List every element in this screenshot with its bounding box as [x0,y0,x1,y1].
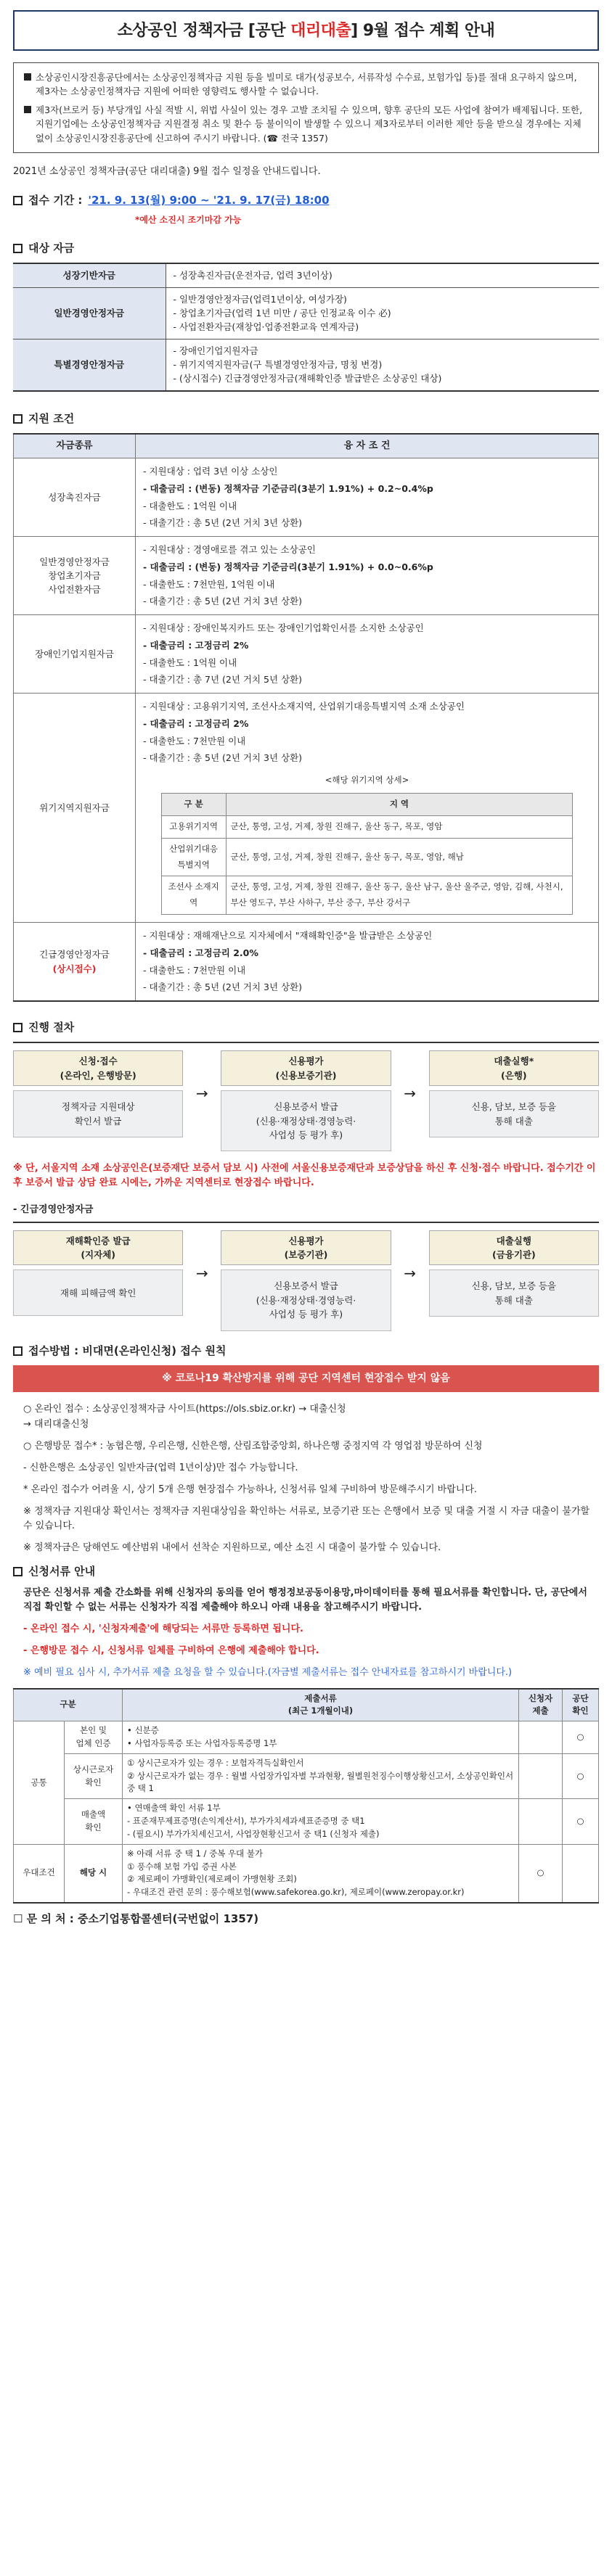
contact-info: ☐ 문 의 처 : 중소기업통합콜센터(국번없이 1357) [13,1912,259,1925]
arrow-right-icon: → [195,1264,208,1282]
arrow-right-icon: → [404,1085,417,1103]
square-bullet-icon [24,73,31,81]
covid-banner: ※ 코로나19 확산방지를 위해 공단 지역센터 현장접수 받지 않음 [13,1365,599,1393]
intro-text: 2021년 소상공인 정책자금(공단 대리대출) 9월 접수 일정을 안내드립니다. [13,165,321,177]
title-box [13,10,599,51]
table-row: 일반경영안정자금 - 일반경영안정자금(업력1년이상, 여성가장) - 창업초기자금(업력 1년 미만 / 공단 인정교육 이수 必) - 사업전환자금(재창업·업종전환교육 연계자금) [13,287,599,339]
title-highlight: 대리대출 [290,22,351,40]
checkbox-icon [13,414,23,424]
checkbox-icon [13,244,23,253]
process-flow: 신청·접수 (온라인, 은행방문) 정책자금 지원대상 확인서 발급 → 신용평가 (신용보증기관) 신용보증서 발급 (신용·재정상태·경영능력· 사업성 등 평가 후) → 대출실행* (은행) 신용, 담보, 보증 등을 통해 대출 [13,1050,599,1151]
period-section: 접수 기간 : '21. 9. 13(월) 9:00 ~ '21. 9. 17(금) 18:00 [13,192,599,209]
conditions-table: 자금종류 융 자 조 건 성장촉진자금 - 지원대상 : 업력 3년 이상 소상인 - 대출금리 : (변동) 정책자금 기준금리(3분기 1.91%) + 0.2~0.4%p - 대출한도 : 1억원 이내 - 대출기간 : 총 5년 (2년 거치 3년 상환) 일반경영안정자금 창업초기자금 사업전환자금 - 지원대상 : 경영애로를 겪고 있는 소상공인 - 대출금리 : (변동) 정책자금 기준금리(3분기 1.91%) + 0.0~0.6%p - 대출한도 : 7천만원, 1억원 이내 - 대출기간 : 총 5년 (2년 거치 3년 상환) 장애인기업지원자금 - 지원대상 : 장애인복지카드 또는 장애인기업확인서를 소지한 소상공인 - 대출금리 : 고정금리 2% - 대출한도 : 1억원 이내 - 대출기간 : 총 7년 (2년 거치 5년 상환) 위기지역지원자금 - 지원대상 : 고용위기지역, 조선사소재지역, 산업위기대응특별지역 소재 소상공인 - 대출금리 : 고정금리 2% - 대출한도 : 7천만원 이내 - 대출기간 : 총 5년 (2년 거치 3년 상환) <해당 위기지역 상세> 구 분 지 역 고용위기지역 군산, 통영, 고성, 거제, 창원 진해구, 울산 동구, 목포, 영암 산업위기대응특별지역 군산, 통영, 고성, 거제, 창원 진해구, 울산 동구, 목포, 영암, 해남 조선사 소재지역 군산, 통영, 고성, 거제, 창원 진해구, 울산 동구, 울산 남구, 울산 울주군, 영암, 김해, 사천시, 부산 영도구, 부산 사하구, 부산 중구, 부산 강서구 긴급경영안정자금 (상시접수) - 지원대상 : 재해재난으로 지자체에서 "재해확인증"을 발급받은 소상공인 - 대출금리 : 고정금리 2.0% - 대출한도 : 7천만원 이내 - 대출기간 : 총 5년 (2년 거치 3년 상환) [13,433,599,1002]
checkbox-icon [13,1346,23,1356]
table-row: 공통 본인 및 업체 인증 • 신분증 • 사업자등록증 또는 사업자등록증명 1부 ○ [14,1721,599,1754]
urgent-flow: 재해확인증 발급 (지자체) 재해 피해금액 확인 → 신용평가 (보증기관) 신용보증서 발급 (신용·재정상태·경영능력· 사업성 등 평가 후) → 대출실행 (금융기관) 신용, 담보, 보증 등을 통해 대출 [13,1230,599,1331]
checkbox-icon [13,1023,23,1032]
seoul-note: ※ 단, 서울지역 소재 소상공인은(보증재단 보증서 담보 시) 사전에 서울신용보증재단과 보증상담을 하신 후 신청·접수 바랍니다. 접수기간 이후 보증서 발급 상담 완료 시에는, 가까운 지역센터로 현장접수 바랍니다. [13,1163,596,1189]
method-heading: 접수방법 : 비대면(온라인신청) 접수 원칙 [13,1343,599,1359]
table-row: 우대조건 해당 시 ※ 아래 서류 중 택 1 / 중복 우대 불가 ① 풍수해 보험 가입 증권 사본 ② 제로페이 가맹확인(제로페이 가맹현황 조회) - 우대조건 관련 문의 : 풍수해보험(www.safekorea.go.kr), 제로페이(www.zeropay.or.kr) ○ [14,1844,599,1903]
arrow-right-icon: → [195,1085,208,1103]
table-row: 성장촉진자금 - 지원대상 : 업력 3년 이상 소상인 - 대출금리 : (변동) 정책자금 기준금리(3분기 1.91%) + 0.2~0.4%p - 대출한도 : 1억원 이내 - 대출기간 : 총 5년 (2년 거치 3년 상환) [14,458,599,537]
warning-notice [13,62,599,153]
table-row: 긴급경영안정자금 (상시접수) - 지원대상 : 재해재난으로 지자체에서 "재해확인증"을 발급받은 소상공인 - 대출금리 : 고정금리 2.0% - 대출한도 : 7천만원 이내 - 대출기간 : 총 5년 (2년 거치 3년 상환) [14,923,599,1002]
square-bullet-icon [24,106,31,113]
table-row: 장애인기업지원자금 - 지원대상 : 장애인복지카드 또는 장애인기업확인서를 소지한 소상공인 - 대출금리 : 고정금리 2% - 대출한도 : 1억원 이내 - 대출기간 : 총 7년 (2년 거치 5년 상환) [14,615,599,694]
table-row: 일반경영안정자금 창업초기자금 사업전환자금 - 지원대상 : 경영애로를 겪고 있는 소상공인 - 대출금리 : (변동) 정책자금 기준금리(3분기 1.91%) + 0.0~0.6%p - 대출한도 : 7천만원, 1억원 이내 - 대출기간 : 총 5년 (2년 거치 3년 상환) [14,537,599,615]
table-row: 매출액 확인 • 연매출액 확인 서류 1부 - 표준재무제표증명(손익계산서), 부가가치세과세표준증명 중 택1 - (필요시) 부가가치세신고서, 사업장현황신고서 중 택1 (신청자 제출) ○ [14,1799,599,1844]
region-table: 구 분 지 역 고용위기지역 군산, 통영, 고성, 거제, 창원 진해구, 울산 동구, 목포, 영암 산업위기대응특별지역 군산, 통영, 고성, 거제, 창원 진해구, 울산 동구, 목포, 영암, 해남 조선사 소재지역 군산, 통영, 고성, 거제, 창원 진해구, 울산 동구, 울산 남구, 울산 울주군, 영암, 김해, 사천시, 부산 영도구, 부산 사하구, 부산 중구, 부산 강서구 [161,793,574,915]
arrow-right-icon: → [404,1264,417,1282]
table-row: 성장기반자금 - 성장촉진자금(운전자금, 업력 3년이상) [13,263,599,287]
table-row: 위기지역지원자금 - 지원대상 : 고용위기지역, 조선사소재지역, 산업위기대응특별지역 소재 소상공인 - 대출금리 : 고정금리 2% - 대출한도 : 7천만원 이내 - 대출기간 : 총 5년 (2년 거치 3년 상환) <해당 위기지역 상세> 구 분 지 역 고용위기지역 군산, 통영, 고성, 거제, 창원 진해구, 울산 동구, 목포, 영암 산업위기대응특별지역 군산, 통영, 고성, 거제, 창원 진해구, 울산 동구, 목포, 영암, 해남 조선사 소재지역 군산, 통영, 고성, 거제, 창원 진해구, 울산 동구, 울산 남구, 울산 울주군, 영암, 김해, 사천시, 부산 영도구, 부산 사하구, 부산 중구, 부산 강서구 [14,694,599,923]
table-row: 상시근로자 확인 ① 상시근로자가 있는 경우 : 보험자격득실확인서 ② 상시근로자가 없는 경우 : 월별 사업장가입자별 부과현황, 월별원천징수이행상황신고서, 소상공인확인서 중 택 1 ○ [14,1753,599,1798]
notice-item: 제3자(브로커 등) 부당개입 사실 적발 시, 위법 사실이 있는 경우 고발 조치될 수 있으며, 향후 공단의 모든 사업에 참여가 배제됩니다. 또한, 지원기업에는 소상공인정책자금 지원결정 취소 및 환수 등 불이익이 발생할 수 있으니 제3자로부터 이러한 제안 등을 받으실 경우에는 지체 없이 소상공인시장진흥공단에 신고하여 주시기 바랍니다. (☎ 전국 1357) [24,103,588,145]
page-title: 소상공인 정책자금 [공단 대리대출] 9월 접수 계획 안내 [117,22,495,40]
table-row: 조선사 소재지역 군산, 통영, 고성, 거제, 창원 진해구, 울산 동구, 울산 남구, 울산 울주군, 영암, 김해, 사천시, 부산 영도구, 부산 사하구, 부산 중구, 부산 강서구 [161,876,573,915]
process-heading: 진행 절차 [13,1019,599,1036]
checkbox-icon [13,196,23,205]
table-row: 특별경영안정자금 - 장애인기업지원자금 - 위기지역지원자금(구 특별경영안정자금, 명칭 변경) - (상시접수) 긴급경영안정자금(재해확인증 발급받은 소상공인 대상) [13,339,599,391]
checkbox-icon [13,1567,23,1576]
table-row: 산업위기대응특별지역 군산, 통영, 고성, 거제, 창원 진해구, 울산 동구, 목포, 영암, 해남 [161,838,573,876]
notice-item: 소상공인시장진흥공단에서는 소상공인정책자금 지원 등을 빌미로 대가(성공보수, 서류작성 수수료, 보험가입 등)를 절대 요구하지 않으며, 제3자는 소상공인정책자금 지원에 어떠한 영향력도 행사할 수 없습니다. [24,70,588,99]
target-heading: 대상 자금 [13,240,599,257]
docs-heading: 신청서류 안내 [13,1563,599,1580]
target-table [13,263,599,392]
page: 소상공인 정책자금 [공단 대리대출] 9월 접수 계획 안내 소상공인시장진흥공단에서는 소상공인정책자금 지원 등을 빌미로 대가(성공보수, 서류작성 수수료, 보험가입 등)를 절대 요구하지 않으며, 제3자는 소상공인정책자금 지원에 어떠한 영향력도 행사할 수 없습니다. 제3자(브로커 등) 부당개입 사실 적발 시, 위법 사실이 있는 경우 고발 조치될 수 있으며, 향후 공단의 모든 사업에 참여가 배제됩니다. 또한, 지원기업에는 소상공인정책자금 지원결정 취소 및 환수 등 불이익이 발생할 수 있으니 제3자로부터 이러한 제안 등을 받으실 경우에는 지체 없이 소상공인시장진흥공단에 신고하여 주시기 바랍니다. (☎ 전국 1357) 2021년 소상공인 정책자금(공단 대리대출) 9월 접수 일정을 안내드립니다. 접수 기간 : '21. 9. 13(월) 9:00 ~ '21. 9. 17(금) 18:00 *예산 소진시 조기마감 가능 대상 자금 성장기반자금 - 성장촉진자금(운전자금, 업력 3년이상) 일반경영안정자금 - 일반경영안정자금(업력1년이상, 여성가장) - 창업초기자금(업력 1년 미만 / 공단 인정교육 이수 必) - 사업전환자금(재창업·업종전환교육 연계자금) 특별경영안정자금 - 장애인기업지원자금 - 위기지역지원자금(구 특별경영안정자금, 명칭 변경) - (상시접수) 긴급경영안정자금(재해확인증 발급받은 소상공인 대상) 지원 조건 자금종류 융 자 조 건 성장촉진자금 - 지원대상 : 업력 3년 이상 소상인 - 대출금리 : (변동) 정책자금 기준금리(3분기 1.91%) + 0.2~0.4%p - 대출한도 : 1억원 이내 - 대출기간 : 총 5년 (2년 거치 3년 상환) 일반경영안정자금 창업초기자금 사업전환자금 - 지원대상 : 경영애로를 겪고 있는 소상공인 - 대출금리 : (변동) 정책자금 기준금리(3분기 1.91%) + 0.0~0.6%p - 대출한도 : 7천만원, 1억원 이내 - 대출기간 : 총 5년 (2년 거치 3년 상환) 장애인기업지원자금 - 지원대상 : 장애인복지카드 또는 장애인기업확인서를 소지한 소상공인 - 대출금리 : 고정금리 2% - 대출한도 : 1억원 이내 - 대출기간 : 총 7년 (2년 거치 5년 상환) 위기지역지원자금 - 지원대상 : 고용위기지역, 조선사소재지역, 산업위기대응특별지역 소재 소상공인 - 대출금리 : 고정금리 2% - 대출한도 : 7천만원 이내 - 대출기간 : 총 5년 (2년 거치 3년 상환) <해당 위기지역 상세> 구 분 지 역 고용위기지역 군산, 통영, 고성, 거제, 창원 진해구, 울산 동구, 목포, 영암 산업위기대응특별지역 군산, 통영, 고성, 거제, 창원 진해구, 울산 동구, 목포, 영암, 해남 조선사 소재지역 군산, 통영, 고성, 거제, 창원 진해구, 울산 동구, 울산 남구, 울산 울주군, 영암, 김해, 사천시, 부산 영도구, 부산 사하구, 부산 중구, 부산 강서구 긴급경영안정자금 (상시접수) - 지원대상 : 재해재난으로 지자체에서 "재해확인증"을 발급받은 소상공인 - 대출금리 : 고정금리 2.0% - 대출한도 : 7천만원 이내 - 대출기간 : 총 5년 (2년 거치 3년 상환) 진행 절차 신청·접수 (온라인, 은행방문) 정책자금 지원대상 확인서 발급 → 신용평가 (신용보증기관) 신용보증서 발급 (신용·재정상태·경영능력· 사업성 등 평가 후) → 대출실행* (은행) 신용, 담보, 보증 등을 통해 대출 ※ 단, 서울지역 소재 소상공인은(보증재단 보증서 담보 시) 사전에 서울신용보증재단과 보증상담을 하신 후 신청·접수 바랍니다. 접수기간 이후 보증서 발급 상담 완료 시에는, 가까운 지역센터로 현장접수 바랍니다. - 긴급경영안정자금 재해확인증 발급 (지자체) 재해 피해금액 확인 → 신용평가 (보증기관) 신용보증서 발급 (신용·재정상태·경영능력· 사업성 등 평가 후) → 대출실행 (금융기관) 신용, 담보, 보증 등을 통해 대출 접수방법 : 비대면(온라인신청) 접수 원칙 ※ 코로나19 확산방지를 위해 공단 지역센터 현장접수 받지 않음 ○ 온라인 접수 : 소상공인정책자금 사이트(https://ols.sbiz.or.kr) → 대출신청 → 대리대출신청 ○ 은행방문 접수* : 농협은행, 우리은행, 신한은행, 산림조합중앙회, 하나은행 중정지역 각 영업점 방문하여 신청 - 신한은행은 소상공인 일반자금(업력 1년이상)만 접수 가능합니다. * 온라인 접수가 어려울 시, 상기 5개 은행 현장접수 가능하나, 신청서류 일체 구비하여 방문해주시기 바랍니다. ※ 정책자금 지원대상 확인서는 정책자금 지원대상임을 확인하는 서류로, 보증기관 또는 은행에서 보증 및 대출 거절 시 자금 대출이 불가할 수 있습니다. ※ 정책자금은 당해연도 예산범위 내에서 선착순 지원하므로, 예산 소진 시 대출이 불가할 수 있습니다. 신청서류 안내 공단은 신청서류 제출 간소화를 위해 신청자의 동의를 얻어 행정정보공동이용망,마이데이터를 통해 필요서류를 확인합니다. 단, 공단에서 직접 확인할 수 없는 서류는 신청자가 직접 제출해야 하오니 아래 내용을 참고해주시기 바랍니다. - 온라인 접수 시, '신청자제출'에 해당되는 서류만 등록하면 됩니다. - 은행방문 접수 시, 신청서류 일체를 구비하여 은행에 제출해야 합니다. ※ 예비 필요 심사 시, 추가서류 제출 요청을 할 수 있습니다.(자금별 제출서류는 접수 안내자료를 참고하시기 바랍니다.) 구분 제출서류 (최근 1개월이내) 신청자 제출 공단 확인 공통 본인 및 업체 인증 • 신분증 • 사업자등록증 또는 사업자등록증명 1부 ○ 상시근로자 확인 ① 상시근로자가 있는 경우 : 보험자격득실확인서 ② 상시근로자가 없는 경우 : 월별 사업장가입자별 부과현황, 월별원천징수이행상황신고서, 소상공인확인서 중 택 1 ○ 매출액 확인 • 연매출액 확인 서류 1부 - 표준재무제표증명(손익계산서), 부가가치세과세표준증명 중 택1 - (필요시) 부가가치세신고서, 사업장현황신고서 중 택1 (신청자 제출) ○ 우대조건 해당 시 ※ 아래 서류 중 택 1 / 중복 우대 불가 ① 풍수해 보험 가입 증권 사본 ② 제로페이 가맹확인(제로페이 가맹현황 조회) - 우대조건 관련 문의 : 풍수해보험(www.safekorea.go.kr), 제로페이(www.zeropay.or.kr) ○ ☐ 문 의 처 : 중소기업통합콜센터(국번없이 1357) [0,0,612,2576]
table-row: 고용위기지역 군산, 통영, 고성, 거제, 창원 진해구, 울산 동구, 목포, 영암 [161,815,573,838]
docs-table: 구분 제출서류 (최근 1개월이내) 신청자 제출 공단 확인 공통 본인 및 업체 인증 • 신분증 • 사업자등록증 또는 사업자등록증명 1부 ○ 상시근로자 확인 ① 상시근로자가 있는 경우 : 보험자격득실확인서 ② 상시근로자가 없는 경우 : 월별 사업장가입자별 부과현황, 월별원천징수이행상황신고서, 소상공인확인서 중 택 1 ○ 매출액 확인 • 연매출액 확인 서류 1부 - 표준재무제표증명(손익계산서), 부가가치세과세표준증명 중 택1 - (필요시) 부가가치세신고서, 사업장현황신고서 중 택1 (신청자 제출) ○ 우대조건 해당 시 ※ 아래 서류 중 택 1 / 중복 우대 불가 ① 풍수해 보험 가입 증권 사본 ② 제로페이 가맹확인(제로페이 가맹현황 조회) - 우대조건 관련 문의 : 풍수해보험(www.safekorea.go.kr), 제로페이(www.zeropay.or.kr) ○ [13,1688,599,1904]
period-value: '21. 9. 13(월) 9:00 ~ '21. 9. 17(금) 18:00 [88,194,330,207]
period-note: *예산 소진시 조기마감 가능 [135,215,242,226]
conditions-heading: 지원 조건 [13,411,599,427]
